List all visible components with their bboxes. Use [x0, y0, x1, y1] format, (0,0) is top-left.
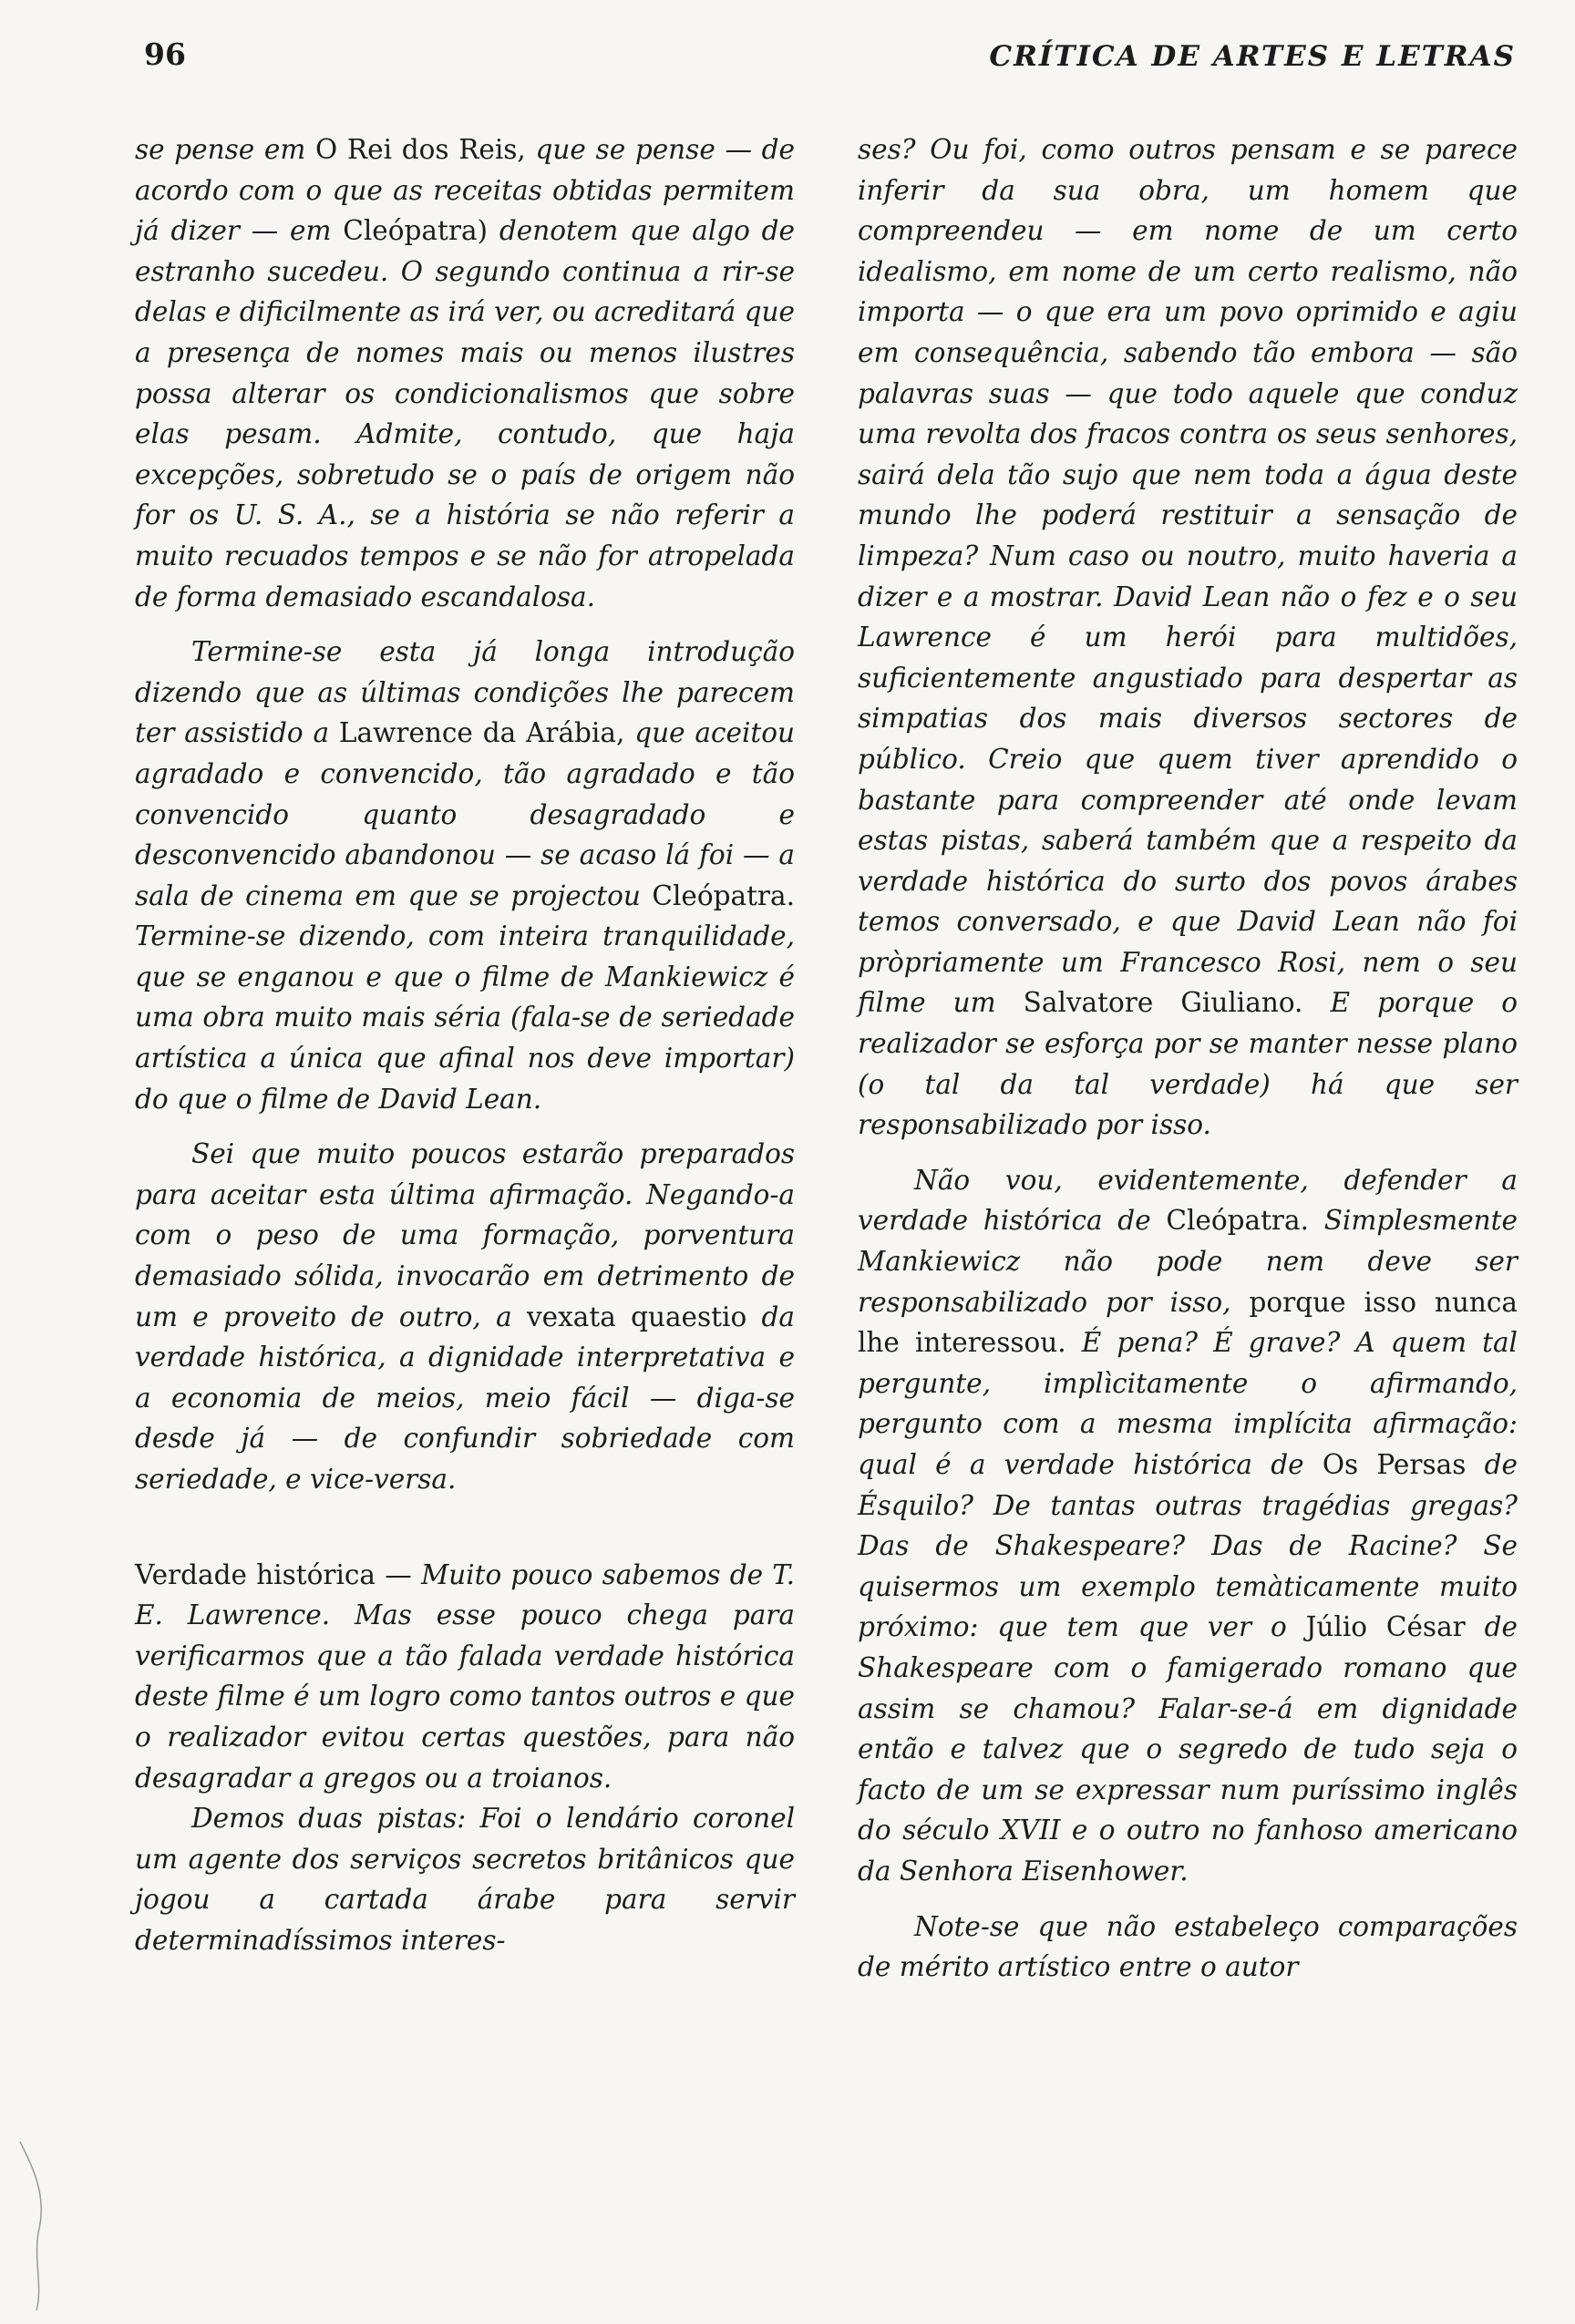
text-run: Verdade histórica: [135, 1558, 376, 1590]
running-title: CRÍTICA DE ARTES E LETRAS: [989, 40, 1516, 73]
page-number: 96: [144, 36, 186, 72]
text-run: Demos duas pistas: Foi o lendário coronel um agente dos serviços secretos britânicos que jogou a cartada árabe para servir determinadíssimos interes-: [135, 1803, 795, 1956]
text-run: Não vou, evidentemente, defender a verdade histórica de: [858, 1164, 1518, 1237]
text-run: se pense em: [135, 134, 316, 165]
paragraph: [135, 129, 795, 617]
section-paragraph: [135, 1555, 795, 1799]
text-run: de Shakespeare com o famigerado romano que assim se chamou? Falar-se-á em dignidade então e talvez que o segredo de tudo seja o facto de um se expressar num puríssimo inglês do século XVII e o outro no fanhoso americano da Senhora Eisenhower.: [858, 1611, 1518, 1887]
text-run: da verdade histórica, a dignidade interpretativa e a economia de meios, meio fácil — diga-se desde já — de confundir sobriedade com seriedade, e vice-versa.: [135, 1301, 795, 1495]
text-run: Cleópatra.: [1166, 1205, 1309, 1237]
paragraph: [858, 129, 1518, 1146]
text-run: vexata quaestio: [526, 1301, 747, 1332]
text-run: porque isso nunca lhe interessou.: [858, 1286, 1518, 1359]
text-run: E porque o realizador se esforça por se manter nesse plano (o tal da tal verdade) há que ser responsabilizado por isso.: [858, 987, 1518, 1141]
text-run: Salvatore Giuliano.: [1023, 987, 1303, 1019]
text-run: Termine-se esta já longa introdução dizendo que as últimas condições lhe parecem ter assistido a: [135, 636, 795, 749]
text-run: Os Persas: [1322, 1449, 1467, 1480]
text-run: ses? Ou foi, como outros pensam e se parece inferir da sua obra, um homem que compreendeu — em nome de um certo idealismo, em nome de um certo realismo, não importa — o que era um povo oprimido e agiu em consequência, sabendo tão embora — são palavras suas — que todo aquele que conduz uma revolta dos fracos contra os seus senhores, sairá dela tão sujo que nem toda a água deste mundo lhe poderá restituir a sensação de limpeza? Num caso ou noutro, muito haveria a dizer e a mostrar. David Lean não o fez e o seu Lawrence é um herói para multidões, suficientemente angustiado para despertar as simpatias dos mais diversos sectores de público. Creio que quem tiver aprendido o bastante para compreender até onde levam estas pistas, saberá também que a respeito da verdade histórica do surto dos povos árabes temos conversado, e que David Lean não foi pròpriamente um Francesco Rosi, nem o seu filme um: [858, 134, 1518, 1019]
text-run: Sei que muito poucos estarão preparados para aceitar esta última afirmação. Negando-a com o peso de uma formação, porventura demasiado sólida, invocarão em detrimento de um e proveito de outro, a: [135, 1138, 795, 1332]
margin-pencil-mark: [11, 2133, 66, 2315]
text-run: de Ésquilo? De tantas outras tragédias gregas? Das de Shakespeare? Das de Racine? Se quisermos um exemplo temàticamente muito próximo: que tem que ver o: [858, 1449, 1518, 1643]
text-run: Júlio César: [1305, 1611, 1466, 1643]
text-run: — Muito pouco sabemos de T. E. Lawrence. Mas esse pouco chega para verificarmos que a tão falada verdade histórica deste filme é um logro como tantos outros e que o realizador evitou certas questões, para não desagradar a gregos ou a troianos.: [135, 1558, 795, 1794]
paragraph: [135, 1798, 795, 1960]
text-run: Cleópatra): [343, 215, 489, 247]
text-run: denotem que algo de estranho sucedeu. O segundo continua a rir-se delas e dificilmente as irá ver, ou acreditará que a presença de nomes mais ou menos ilustres possa alterar os condicionalismos que sobre elas pesam. Admite, contudo, que haja excepções, sobretudo se o país de origem não for os U. S. A., se a história se não referir a muito recuados tempos e se não for atropelada de forma demasiado escandalosa.: [135, 215, 795, 612]
left-column: [135, 129, 795, 1961]
text-run: Lawrence da Arábia,: [338, 717, 625, 749]
paragraph: [135, 1134, 795, 1499]
text-run: Termine-se dizendo, com inteira tranquilidade, que se enganou e que o filme de Mankiewicz é uma obra muito mais séria (fala-se de seriedade artística a única que afinal nos deve importar) do que o filme de David Lean.: [135, 920, 795, 1115]
text-run: O Rei dos Reis,: [315, 134, 526, 165]
paragraph: [135, 632, 795, 1119]
paragraph: [858, 1160, 1518, 1892]
text-run: que se pense — de acordo com o que as receitas obtidas permitem já dizer — em: [135, 134, 796, 247]
text-run: Note-se que não estabeleço comparações de mérito artístico entre o autor: [858, 1910, 1518, 1983]
paragraph: [858, 1907, 1518, 1988]
text-run: Cleópatra.: [652, 879, 795, 911]
text-run: que aceitou agradado e convencido, tão agradado e tão convencido quanto desagradado e desconvencido abandonou — se acaso lá foi — a sala de cinema em que se projectou: [135, 717, 795, 911]
right-column: [858, 129, 1518, 1988]
text-run: É pena? É grave? A quem tal pergunte, implìcitamente o afirmando, pergunto com a mesma implícita afirmação: qual é a verdade histórica de: [858, 1327, 1518, 1480]
text-run: Simplesmente Mankiewicz não pode nem deve ser responsabilizado por isso,: [858, 1205, 1518, 1318]
